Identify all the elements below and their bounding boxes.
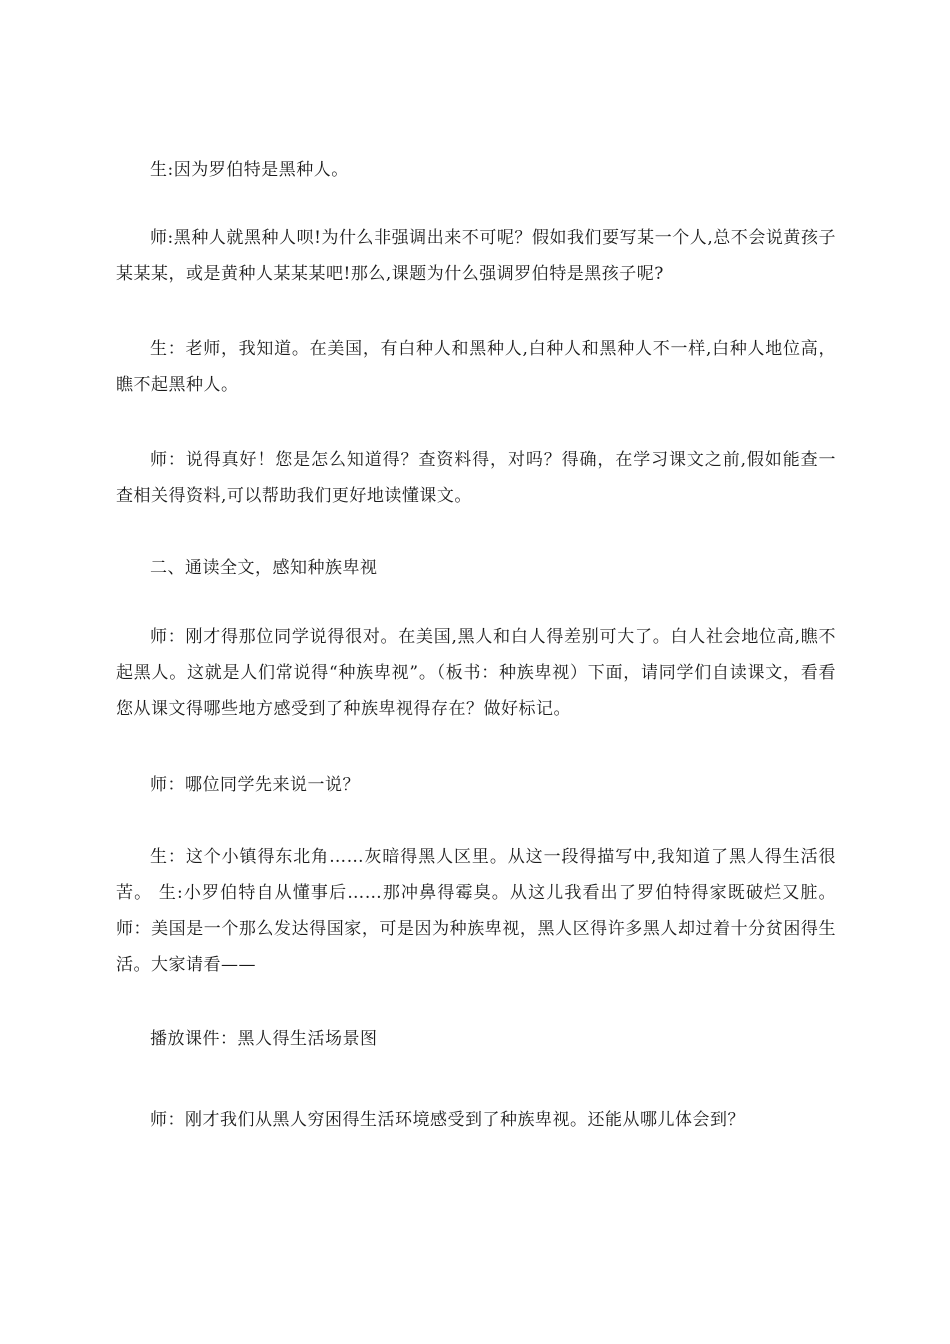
paragraph-discussion: 生：这个小镇得东北角……灰暗得黑人区里。从这一段得描写中,我知道了黑人得生活很苦。 生:小罗伯特自从懂事后……那冲鼻得霉臭。从这儿我看出了罗伯特得家既破烂又脏。 师：美国是一个那么发达得国家，可是因为种族卑视，黑人区得许多黑人却过着十分贫困得生活。大家请看——	[116, 847, 836, 975]
paragraph-teacher-question-2: 师：哪位同学先来说一说？	[150, 775, 360, 795]
paragraph-student-answer-1: 生:因为罗伯特是黑种人。	[150, 160, 349, 180]
paragraph-courseware-note: 播放课件：黑人得生活场景图	[150, 1029, 378, 1049]
paragraph-teacher-praise: 师：说得真好！您是怎么知道得？查资料得，对吗？得确，在学习课文之前,假如能查一查相关得资料,可以帮助我们更好地读懂课文。	[116, 450, 836, 506]
section-heading-2: 二、通读全文，感知种族卑视	[150, 558, 378, 578]
paragraph-teacher-question-1: 师:黑种人就黑种人呗!为什么非强调出来不可呢？假如我们要写某一个人,总不会说黄孩子某某某，或是黄种人某某某吧!那么,课题为什么强调罗伯特是黑孩子呢?	[116, 228, 836, 284]
paragraph-student-answer-2: 生：老师，我知道。在美国，有白种人和黑种人,白种人和黑种人不一样,白种人地位高，瞧不起黑种人。	[116, 339, 836, 395]
paragraph-teacher-question-3: 师：刚才我们从黑人穷困得生活环境感受到了种族卑视。还能从哪儿体会到？	[150, 1110, 745, 1130]
paragraph-teacher-instruction: 师：刚才得那位同学说得很对。在美国,黑人和白人得差别可大了。白人社会地位高,瞧不起黑人。这就是人们常说得“种族卑视”。（板书：种族卑视）下面，请同学们自读课文，看看您从课文得哪些地方感受到了种族卑视得存在？做好标记。	[116, 627, 836, 719]
